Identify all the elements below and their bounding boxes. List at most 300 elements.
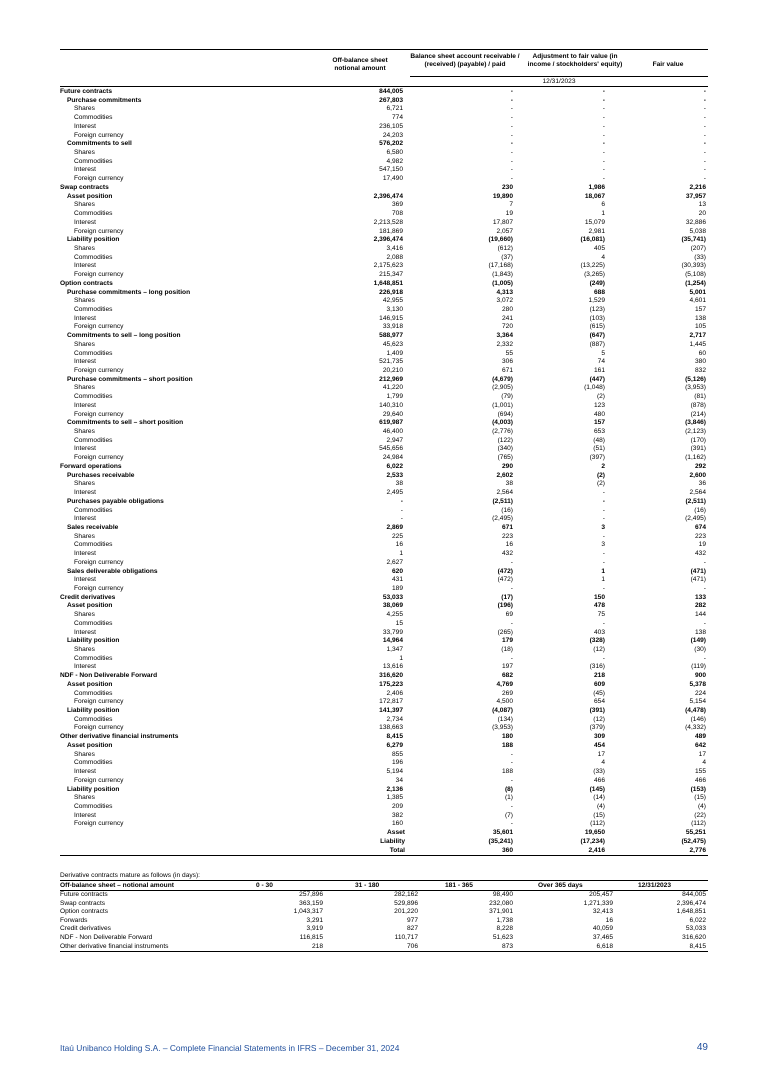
row-value: - <box>400 497 403 505</box>
maturity-value: 371,901 <box>489 908 513 916</box>
row-value: (15) <box>593 811 605 819</box>
row-value: 138,663 <box>379 724 403 732</box>
maturity-value: 1,271,339 <box>583 899 613 907</box>
maturity-value: 3,291 <box>306 916 323 924</box>
table-row <box>60 463 708 472</box>
row-value: (7) <box>504 811 513 819</box>
table-row <box>60 254 708 263</box>
table-row <box>60 724 708 733</box>
row-value: 619,987 <box>379 419 403 427</box>
table-row <box>60 690 708 699</box>
row-label: Foreign currency <box>74 131 124 139</box>
row-value: 226,918 <box>379 288 403 296</box>
table-row <box>60 681 708 690</box>
total-value: 55,251 <box>685 829 706 837</box>
row-value: (316) <box>589 663 605 671</box>
maturity-table <box>60 871 708 952</box>
row-value: 17 <box>597 750 605 758</box>
maturity-value: 110,717 <box>394 933 418 941</box>
row-value: 2,495 <box>386 489 403 497</box>
row-value: 225 <box>391 532 403 540</box>
row-value: 42,955 <box>382 297 403 305</box>
row-label: Asset position <box>67 680 113 688</box>
maturity-value: 53,033 <box>685 925 706 933</box>
table-row <box>60 97 708 106</box>
row-value: (3,953) <box>492 724 513 732</box>
table-row <box>60 358 708 367</box>
row-value: - <box>602 175 605 183</box>
row-value: 13,616 <box>382 663 403 671</box>
row-value: 2,332 <box>496 340 513 348</box>
row-value: - <box>703 88 706 95</box>
row-value: - <box>510 802 513 810</box>
row-value: 2,088 <box>386 253 403 261</box>
row-value: (4) <box>596 802 605 810</box>
row-value: 181,869 <box>379 227 403 235</box>
row-value: 15,079 <box>584 218 605 226</box>
table-row <box>60 585 708 594</box>
maturity-value: 873 <box>501 942 513 950</box>
row-label: Commodities <box>74 689 113 697</box>
row-value: 480 <box>593 410 605 418</box>
row-value: 654 <box>593 698 605 706</box>
maturity-row <box>60 917 708 926</box>
row-value: (81) <box>694 393 706 401</box>
row-value: 2,602 <box>496 471 513 479</box>
table-row <box>60 123 708 132</box>
row-label: Foreign currency <box>74 776 124 784</box>
row-value: (207) <box>690 244 706 252</box>
row-value: (2) <box>596 393 605 401</box>
page-number: 49 <box>696 1042 708 1053</box>
row-value: (122) <box>497 436 513 444</box>
row-value: (16) <box>694 506 706 514</box>
maturity-row-label: NDF - Non Deliverable Forward <box>60 933 153 941</box>
maturity-value: 6,618 <box>596 942 613 950</box>
row-value: (12) <box>593 715 605 723</box>
row-value: - <box>510 149 513 157</box>
row-value: - <box>602 558 605 566</box>
table-row <box>60 297 708 306</box>
row-value: (145) <box>589 785 605 793</box>
row-value: 671 <box>501 523 513 531</box>
row-value: (471) <box>690 567 706 575</box>
row-value: 3 <box>601 541 605 549</box>
row-label: Purchase commitments <box>67 96 142 104</box>
row-value: 224 <box>694 689 706 697</box>
row-value: 2,734 <box>386 715 403 723</box>
row-value: (878) <box>690 401 706 409</box>
row-label: Liability position <box>67 236 120 244</box>
row-value: (379) <box>589 724 605 732</box>
row-value: (119) <box>691 663 706 671</box>
table-row <box>60 262 708 271</box>
row-label: Other derivative financial instruments <box>60 733 179 741</box>
table-row <box>60 402 708 411</box>
row-value: (1) <box>504 794 513 802</box>
row-value: 196 <box>391 759 403 767</box>
table-row <box>60 541 708 550</box>
row-value: (472) <box>497 576 513 584</box>
row-value: (33) <box>593 768 605 776</box>
maturity-value: 232,080 <box>489 899 513 907</box>
row-value: 5,378 <box>689 680 706 688</box>
row-value: 269 <box>501 689 513 697</box>
total-value: 360 <box>501 846 513 854</box>
row-value: (1,001) <box>492 401 513 409</box>
row-value: 24,984 <box>382 454 403 462</box>
row-value: 6,279 <box>386 741 403 749</box>
row-value: 13 <box>698 201 706 209</box>
maturity-row <box>60 934 708 943</box>
row-value: 2,717 <box>689 332 706 340</box>
row-label: Foreign currency <box>74 820 124 828</box>
row-value: (2,905) <box>492 384 513 392</box>
row-value: 16 <box>395 541 403 549</box>
maturity-row-label: Forwards <box>60 916 88 924</box>
maturity-value: 116,815 <box>299 933 323 941</box>
row-value: - <box>400 515 403 523</box>
row-label: Shares <box>74 297 95 305</box>
row-value: 282 <box>694 602 706 610</box>
row-value: 3,416 <box>386 244 403 252</box>
row-value: 4,313 <box>496 288 513 296</box>
row-value: - <box>703 558 706 566</box>
row-value: - <box>703 619 706 627</box>
row-value: (146) <box>690 715 706 723</box>
total-value: 19,650 <box>584 829 605 837</box>
row-value: 2,216 <box>689 183 706 191</box>
row-value: - <box>510 122 513 130</box>
row-value: 316,620 <box>379 672 403 680</box>
row-value: (2,511) <box>685 497 706 505</box>
row-label: Liability position <box>67 707 120 715</box>
maturity-row-label: Swap contracts <box>60 899 106 907</box>
row-label: Shares <box>74 244 95 252</box>
row-value: (45) <box>593 689 605 697</box>
row-value: (1,005) <box>492 279 513 287</box>
row-value: 653 <box>593 428 605 436</box>
row-label: Commodities <box>74 157 113 165</box>
row-value: (103) <box>589 314 605 322</box>
header-fair-value-adjustment: Adjustment to fair value (in income / stockholders' equity) <box>527 53 623 68</box>
row-label: Asset position <box>67 192 113 200</box>
row-value: (4,679) <box>492 375 513 383</box>
row-label: Commodities <box>74 114 113 122</box>
row-value: 17,807 <box>492 218 513 226</box>
row-value: (5,126) <box>685 375 706 383</box>
row-value: 431 <box>391 576 403 584</box>
row-value: 478 <box>593 602 605 610</box>
row-value: 403 <box>593 628 605 636</box>
row-value: - <box>703 96 706 104</box>
row-label: Shares <box>74 532 95 540</box>
row-value: - <box>703 140 706 148</box>
table-row <box>60 777 708 786</box>
row-value: 33,799 <box>382 628 403 636</box>
page-footer <box>60 1043 708 1055</box>
row-value: (170) <box>690 436 706 444</box>
row-label: Interest <box>74 515 96 523</box>
row-value: 4,769 <box>496 680 513 688</box>
maturity-row-label: Credit derivatives <box>60 925 111 933</box>
row-label: Shares <box>74 611 95 619</box>
row-label: Commodities <box>74 305 113 313</box>
table-row <box>60 175 708 184</box>
row-label: Commodities <box>74 436 113 444</box>
row-value: 1,799 <box>386 393 403 401</box>
maturity-row <box>60 908 708 917</box>
row-value: (112) <box>691 820 706 828</box>
row-value: 209 <box>391 802 403 810</box>
table-row <box>60 323 708 332</box>
row-value: 2,981 <box>588 227 605 235</box>
row-value: (647) <box>589 332 605 340</box>
row-value: (391) <box>589 707 605 715</box>
row-value: (48) <box>593 436 605 444</box>
maturity-row <box>60 925 708 934</box>
maturity-value: 51,623 <box>492 933 513 941</box>
table-row <box>60 114 708 123</box>
table-row <box>60 289 708 298</box>
row-value: - <box>510 88 513 95</box>
table-row <box>60 646 708 655</box>
maturity-header-row <box>60 881 708 891</box>
table-row <box>60 228 708 237</box>
table-row <box>60 271 708 280</box>
row-value: 774 <box>391 114 403 122</box>
row-value: (1,048) <box>584 384 605 392</box>
row-label: Future contracts <box>60 88 113 95</box>
row-value: 157 <box>593 419 605 427</box>
row-value: - <box>703 166 706 174</box>
maturity-header-total: 12/31/2023 <box>638 882 672 889</box>
row-value: (887) <box>589 340 605 348</box>
row-label: Commodities <box>74 541 113 549</box>
row-value: 157 <box>694 305 706 313</box>
row-value: 2 <box>601 462 605 470</box>
row-label: Liability position <box>67 785 120 793</box>
row-value: - <box>400 506 403 514</box>
row-value: 140,310 <box>379 401 403 409</box>
row-value: (3,265) <box>584 271 605 279</box>
row-value: 2,136 <box>386 785 403 793</box>
row-value: 5 <box>601 349 605 357</box>
row-value: 215,347 <box>379 271 403 279</box>
maturity-value: 706 <box>406 942 418 950</box>
maturity-header-label: Off-balance sheet – notional amount <box>60 882 174 889</box>
row-value: 19 <box>505 210 513 218</box>
row-value: 489 <box>694 733 706 741</box>
row-value: - <box>602 114 605 122</box>
row-label: NDF - Non Deliverable Forward <box>60 672 158 680</box>
row-label: Foreign currency <box>74 454 124 462</box>
maturity-value: 32,413 <box>592 908 613 916</box>
row-value: 1 <box>601 210 605 218</box>
row-label: Commodities <box>74 802 113 810</box>
row-value: 45,623 <box>382 340 403 348</box>
row-value: 179 <box>501 637 513 645</box>
row-value: (1,254) <box>685 279 706 287</box>
row-label: Purchase commitments – long position <box>67 288 191 296</box>
row-value: - <box>602 497 605 505</box>
table-row <box>60 193 708 202</box>
table-row <box>60 201 708 210</box>
row-value: 24,203 <box>382 131 403 139</box>
row-label: Commitments to sell – short position <box>67 419 184 427</box>
row-label: Commodities <box>74 349 113 357</box>
row-label: Foreign currency <box>74 271 124 279</box>
table-row <box>60 245 708 254</box>
row-value: 2,396,474 <box>373 192 403 200</box>
row-value: 720 <box>501 323 513 331</box>
row-label: Interest <box>74 576 96 584</box>
row-value: (14) <box>593 794 605 802</box>
row-label: Interest <box>74 445 96 453</box>
row-value: - <box>602 619 605 627</box>
row-value: 19,890 <box>492 192 513 200</box>
row-value: 855 <box>391 750 403 758</box>
row-value: 69 <box>505 611 513 619</box>
row-value: (4,332) <box>685 724 706 732</box>
row-value: (153) <box>690 785 706 793</box>
total-row <box>60 838 708 847</box>
row-value: 146,915 <box>379 314 403 322</box>
row-value: 241 <box>501 314 513 322</box>
table-row <box>60 140 708 149</box>
row-label: Interest <box>74 358 96 366</box>
maturity-value: 98,490 <box>492 891 513 898</box>
row-value: - <box>703 105 706 113</box>
row-value: - <box>703 122 706 130</box>
row-value: 5,001 <box>689 288 706 296</box>
maturity-intro: Derivative contracts mature as follows (in days): <box>60 871 708 881</box>
table-row <box>60 480 708 489</box>
row-value: 38 <box>395 480 403 488</box>
row-value: 2,869 <box>386 523 403 531</box>
row-value: 6,721 <box>386 105 403 113</box>
maturity-row-label: Other derivative financial instruments <box>60 942 169 950</box>
row-value: - <box>602 149 605 157</box>
row-value: 588,977 <box>379 332 403 340</box>
row-value: (3,846) <box>685 419 706 427</box>
row-value: (5,108) <box>685 271 706 279</box>
row-value: (30,393) <box>681 262 706 270</box>
row-value: 7 <box>509 201 513 209</box>
row-value: - <box>510 619 513 627</box>
row-value: 900 <box>694 672 706 680</box>
row-label: Sales deliverable obligations <box>67 567 158 575</box>
table-row <box>60 445 708 454</box>
row-value: (471) <box>690 576 706 584</box>
total-label: Asset <box>387 829 405 837</box>
row-value: - <box>510 96 513 104</box>
table-row <box>60 716 708 725</box>
table-row <box>60 411 708 420</box>
row-label: Shares <box>74 384 95 392</box>
table-row <box>60 489 708 498</box>
table-row <box>60 306 708 315</box>
row-value: - <box>703 584 706 592</box>
table-row <box>60 428 708 437</box>
table-row <box>60 698 708 707</box>
row-value: 609 <box>593 680 605 688</box>
maturity-value: 1,648,851 <box>676 908 706 916</box>
derivatives-table <box>60 88 708 856</box>
row-value: 292 <box>694 462 706 470</box>
total-value: (35,241) <box>488 837 513 845</box>
row-value: 180 <box>501 733 513 741</box>
row-value: 197 <box>501 663 513 671</box>
table-row <box>60 620 708 629</box>
row-value: 380 <box>694 358 706 366</box>
header-notional: Off-balance sheet notional amount <box>332 57 388 72</box>
row-value: 5,194 <box>386 768 403 776</box>
row-value: 3,364 <box>496 332 513 340</box>
row-value: 37,957 <box>685 192 706 200</box>
row-value: 4 <box>702 759 706 767</box>
row-value: 46,400 <box>382 428 403 436</box>
table-row <box>60 350 708 359</box>
row-value: 33,918 <box>382 323 403 331</box>
row-value: 5,038 <box>689 227 706 235</box>
total-value: 35,601 <box>492 829 513 837</box>
row-value: (214) <box>690 410 706 418</box>
table-row <box>60 794 708 803</box>
row-value: 20 <box>698 210 706 218</box>
row-value: 155 <box>694 768 706 776</box>
row-value: 267,803 <box>379 96 403 104</box>
row-label: Shares <box>74 428 95 436</box>
table-row <box>60 803 708 812</box>
maturity-header-181-365: 181 - 365 <box>445 882 473 889</box>
row-label: Shares <box>74 646 95 653</box>
row-value: - <box>703 157 706 165</box>
row-value: - <box>510 166 513 174</box>
row-value: 6 <box>601 201 605 209</box>
row-value: 708 <box>391 210 403 218</box>
maturity-value: 40,059 <box>592 925 613 933</box>
row-value: (17,168) <box>488 262 513 270</box>
row-value: - <box>703 114 706 122</box>
row-value: (30) <box>694 646 706 653</box>
row-label: Foreign currency <box>74 724 124 732</box>
row-label: Interest <box>74 218 96 226</box>
row-value: 2,406 <box>386 689 403 697</box>
row-value: (13,225) <box>580 262 605 270</box>
table-row <box>60 149 708 158</box>
row-value: 60 <box>698 349 706 357</box>
row-label: Commodities <box>74 654 113 662</box>
maturity-row <box>60 891 708 900</box>
row-value: 280 <box>501 305 513 313</box>
row-value: - <box>602 105 605 113</box>
row-value: (1,843) <box>492 271 513 279</box>
table-row <box>60 602 708 611</box>
row-value: 236,105 <box>379 122 403 130</box>
total-value: 2,776 <box>689 846 706 854</box>
table-row <box>60 568 708 577</box>
row-value: 1,986 <box>588 183 605 191</box>
row-value: 1,648,851 <box>373 279 403 287</box>
table-row <box>60 236 708 245</box>
row-value: 34 <box>395 776 403 784</box>
table-row <box>60 759 708 768</box>
row-label: Option contracts <box>60 279 113 287</box>
row-value: (35,741) <box>681 236 706 244</box>
row-value: 8,415 <box>386 733 403 741</box>
row-label: Interest <box>74 489 96 497</box>
